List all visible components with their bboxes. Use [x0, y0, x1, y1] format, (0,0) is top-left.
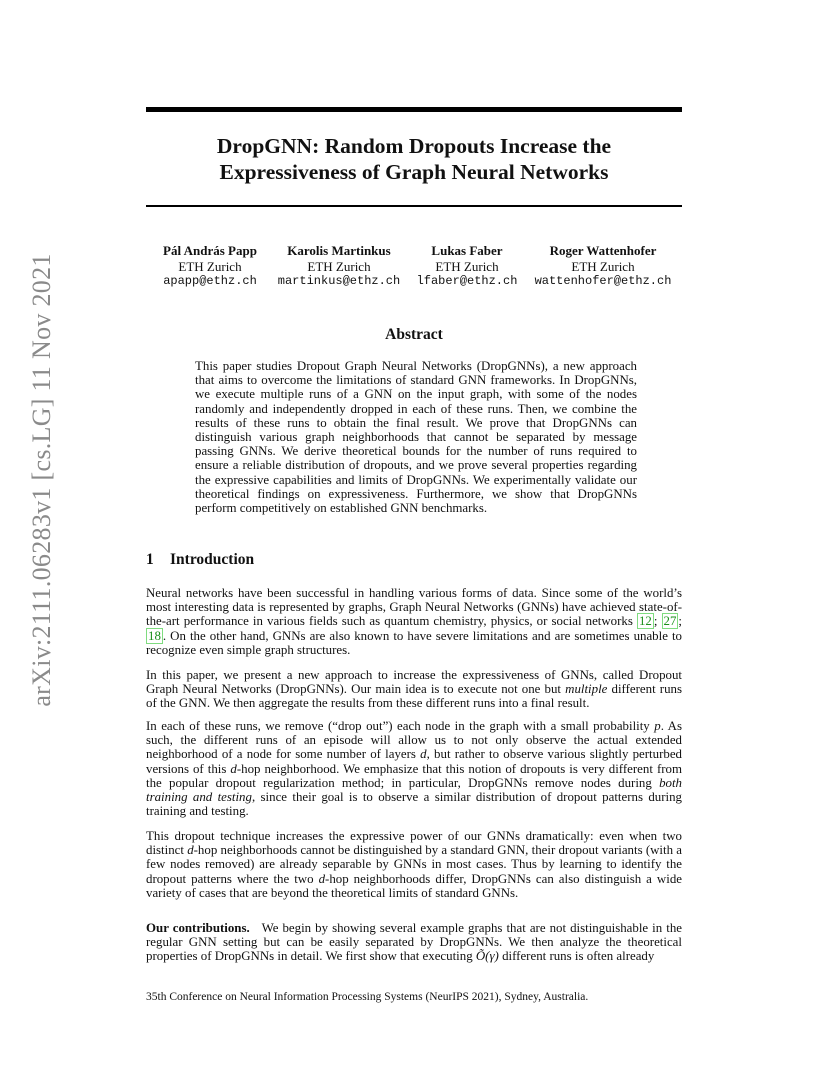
author-name: Lukas Faber: [431, 243, 503, 258]
arxiv-stamp: arXiv:2111.06283v1 [cs.LG] 11 Nov 2021: [27, 253, 56, 707]
math-variable: p: [654, 719, 661, 733]
author-email[interactable]: apapp@ethz.ch: [163, 274, 257, 288]
author-email[interactable]: wattenhofer@ethz.ch: [534, 274, 672, 288]
paragraph-1: Neural networks have been successful in handling various forms of data. Since some of the world’s most interesting data is represented by graphs, Graph Neural Networks (GNNs) have achieved state-of-the-art performance in various fields such as quantum chemistry, physics, or social networks 12 ; 27 ; 18 . On the other hand, GNNs are also known to have severe limitations and are sometimes unable to recognize even simple graph structures.: [146, 586, 682, 657]
author-email[interactable]: martinkus@ethz.ch: [277, 274, 401, 288]
paragraph-text: Neural networks have been successful in handling various forms of data. Since some of the world’s most interesting data is represented by graphs, Graph Neural Networks (GNNs) have achieved state-of-the-art performance in various fields such as quantum chemistry, physics, or social networks: [146, 586, 682, 629]
section-title: Introduction: [170, 551, 255, 568]
paragraph-text: different runs of the GNN. We then aggregate the results from these different runs into a final result.: [146, 682, 682, 711]
math-variable: d: [230, 761, 237, 776]
paragraph-text: We begin by showing several example graphs that are not distinguishable in the regular GNN setting but can be easily separated by DropGNNs. We then analyze the theoretical properties of DropGNNs in detail. We first show that executing: [146, 921, 686, 964]
author-email[interactable]: lfaber@ethz.ch: [416, 274, 518, 288]
author-4: [518, 243, 688, 290]
conference-footer: 35th Conference on Neural Information Processing Systems (NeurIPS 2021), Sydney, Australia.: [146, 991, 589, 1003]
author-name: Roger Wattenhofer: [549, 243, 657, 258]
paragraph-text: In this paper, we present a new approach to increase the expressiveness of GNNs, called Dropout Graph Neural Networks (DropGNNs). Our main idea is to execute not one but: [146, 668, 682, 697]
author-affiliation: ETH Zurich: [307, 258, 371, 274]
paper-title: [146, 133, 682, 185]
author-affiliation: ETH Zurich: [435, 258, 499, 274]
paragraph-text: -hop neighborhood. We emphasize that this notion of dropouts is very different from the popular dropout regularization method; in particular, DropGNNs remove nodes during: [146, 761, 682, 790]
paragraph-5: [146, 921, 686, 964]
author-name: Karolis Martinkus: [287, 243, 391, 258]
emphasis-text: multiple: [565, 682, 608, 697]
citation-link[interactable]: 18: [148, 628, 161, 643]
paragraph-text: . On the other hand, GNNs are also known to have severe limitations and are sometimes unable to recognize even simple graph structures.: [146, 628, 682, 657]
emphasis-text: both training and testing: [146, 775, 682, 805]
math-expression: Õ(γ): [475, 949, 499, 964]
title-line-1: DropGNN: Random Dropouts Increase the: [216, 134, 612, 158]
author-name: Pál András Papp: [163, 243, 257, 258]
paragraph-text: different runs is often already: [498, 949, 655, 964]
section-number: 1: [146, 551, 154, 568]
math-variable: d: [420, 747, 427, 762]
citation-link[interactable]: 12: [638, 614, 652, 629]
paragraph-text: . As such, the different runs of an episode will allow us to not only observe the actual extended neighborhood of a node for some number of layers: [146, 719, 682, 762]
math-variable: d: [187, 843, 194, 858]
author-affiliation: ETH Zurich: [178, 258, 242, 274]
title-rule-top: [146, 107, 682, 112]
author-affiliation: ETH Zurich: [571, 258, 635, 274]
paragraph-text: , but rather to observe various slightly perturbed versions of this: [146, 747, 682, 776]
citation-link[interactable]: 27: [663, 614, 677, 629]
section-heading: [146, 551, 254, 569]
title-rule-bottom: [146, 205, 682, 207]
paragraph-3: [146, 719, 682, 818]
paragraph-text: , since their goal is to observe a similar distribution of dropout patterns during training and testing.: [146, 790, 682, 819]
abstract-text: This paper studies Dropout Graph Neural Networks (DropGNNs), a new approach that aims to overcome the limitations of standard GNN frameworks. In DropGNNs, we execute multiple runs of a GNN on the input graph, with some of the nodes randomly and independently dropped in each of these runs. Then, we combine the results of these runs to obtain the final result. We prove that DropGNNs can distinguish various graph neighborhoods that cannot be separated by message passing GNNs. We derive theoretical bounds for the number of runs required to ensure a reliable distribution of dropouts, and we prove several properties regarding the expressive capabilities and limits of DropGNNs. We experimentally validate our theoretical findings on expressiveness. Furthermore, we show that DropGNNs perform competitively on established GNN benchmarks.: [195, 359, 637, 516]
paragraph-text: In each of these runs, we remove (“drop out”) each node in the graph with a small probability: [146, 719, 655, 733]
paragraph-text: This dropout technique increases the expressive power of our GNNs dramatically: even when two distinct: [146, 829, 682, 858]
paragraph-4: [146, 829, 682, 900]
math-variable: d: [318, 871, 326, 886]
paragraph-text: -hop neighborhoods cannot be distinguished by a standard GNN, their dropout variants (with a few nodes removed) are already separable by GNNs in most cases. Thus by learning to identify the dropout patterns where the two: [146, 843, 682, 886]
paragraph-heading: Our contributions.: [146, 921, 250, 935]
paragraph-2: [146, 668, 682, 711]
paragraph-text: -hop neighborhoods differ, DropGNNs can also distinguish a wide variety of cases that are beyond the theoretical limits of standard GNNs.: [146, 871, 682, 900]
abstract-heading: Abstract: [385, 326, 443, 343]
title-line-2: Expressiveness of Graph Neural Networks: [219, 160, 609, 184]
